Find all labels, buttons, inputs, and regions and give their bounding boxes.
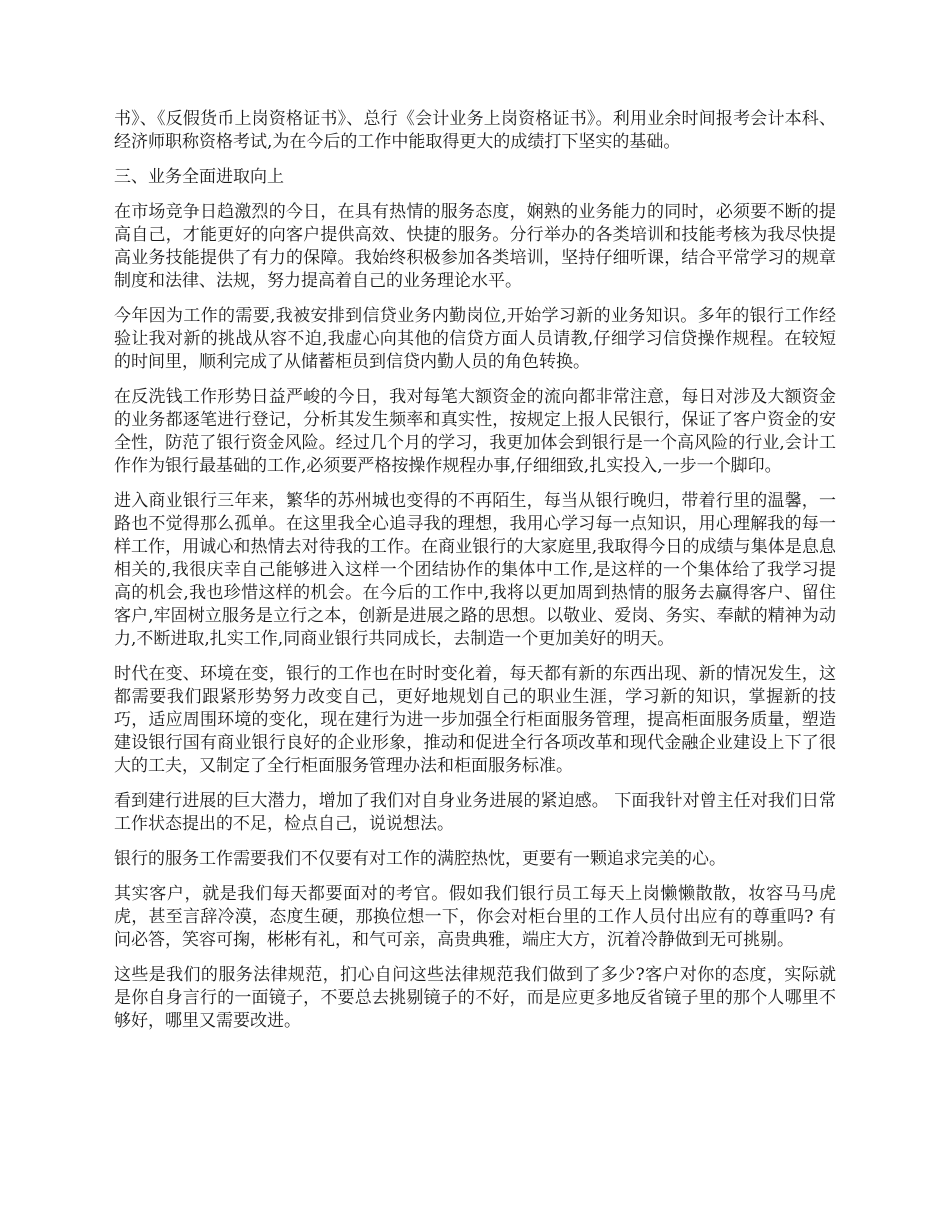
paragraph-service-heart: 银行的服务工作需要我们不仅要有对工作的满腔热忱，更要有一颗追求完美的心。 [114,849,726,869]
document-body [114,108,836,1045]
paragraph-changing-times: 时代在变、环境在变，银行的工作也在时时变化着，每天都有新的东西出现、新的情况发生，这都需要我们跟紧形势努力改变自己，更好地规划自己的职业生涯，学习新的知识，掌握新的技巧，适应周围环境的变化，现在建行为进一步加强全行柜面服务管理，提高柜面服务质量，塑造建设银行国有商业银行良好的企业形象，推动和促进全行各项改革和现代金融企业建设上下了很大的工夫，又制定了全行柜面服务管理办法和柜面服务标准。 [114,664,836,776]
paragraph-anti-money-laundering: 在反洗钱工作形势日益严峻的今日，我对每笔大额资金的流向都非常注意，每日对涉及大额资金的业务都逐笔进行登记，分析其发生频率和真实性，按规定上报人民银行，保证了客户资金的安全性，防范了银行资金风险。经过几个月的学习，我更加体会到银行是一个高风险的行业,会计工作作为银行最基础的工作,必须要严格按操作规程办事,仔细细致,扎实投入,一步一个脚印。 [114,387,836,476]
paragraph-potential: 看到建行进展的巨大潜力，增加了我们对自身业务进展的紧迫感。 下面我针对曾主任对我们日常工作状态提出的不足，检点自己，说说想法。 [114,791,836,834]
paragraph-credit-post: 今年因为工作的需要,我被安排到信贷业务内勤岗位,开始学习新的业务知识。多年的银行工作经验让我对新的挑战从容不迫,我虚心向其他的信贷方面人员请教,仔细学习信贷操作规程。在较短的时间里，顺利完成了从储蓄柜员到信贷内勤人员的角色转换。 [114,306,836,372]
paragraph-certificates: 书》、《反假货币上岗资格证书》、总行《会计业务上岗资格证书》。利用业余时间报考会计本科、经济师职称资格考试,为在今后的工作中能取得更大的成绩打下坚实的基础。 [114,109,836,152]
paragraph-training: 在市场竞争日趋激烈的今日，在具有热情的服务态度，娴熟的业务能力的同时，必须要不断的提高自己，才能更好的向客户提供高效、快捷的服务。分行举办的各类培训和技能考核为我尽快提高业务技能提供了有力的保障。我始终积极参加各类培训，坚持仔细听课，结合平常学习的规章制度和法律、法规，努力提高着自己的业务理论水平。 [114,202,836,291]
paragraph-mirror: 这些是我们的服务法律规范，扪心自问这些法律规范我们做到了多少?客户对你的态度，实际就是你自身言行的一面镜子，不要总去挑剔镜子的不好，而是应更多地反省镜子里的那个人哪里不够好，哪里又需要改进。 [114,965,836,1031]
section-heading: 三、业务全面进取向上 [114,167,284,187]
paragraph-three-years: 进入商业银行三年来，繁华的苏州城也变得的不再陌生，每当从银行晚归，带着行里的温馨，一路也不觉得那么孤单。在这里我全心追寻我的理想，我用心学习每一点知识，用心理解我的每一样工作，用诚心和热情去对待我的工作。在商业银行的大家庭里,我取得今日的成绩与集体是息息相关的,我很庆幸自己能够进入这样一个团结协作的集体中工作,是这样的一个集体给了我学习提高的机会,我也珍惜这样的机会。在今后的工作中,我将以更加周到热情的服务去赢得客户、留住客户,牢固树立服务是立行之本，创新是进展之路的思想。以敬业、爱岗、务实、奉献的精神为动力,不断进取,扎实工作,同商业银行共同成长，去制造一个更加美好的明天。 [114,491,836,649]
paragraph-customers-examiners: 其实客户，就是我们每天都要面对的考官。假如我们银行员工每天上岗懒懒散散，妆容马马虎虎，甚至言辞冷漠，态度生硬，那换位想一下，你会对柜台里的工作人员付出应有的尊重吗? 有问必答，笑容可掬，彬彬有礼，和气可亲，高贵典雅，端庄大方，沉着冷静做到无可挑剔。 [114,884,836,950]
